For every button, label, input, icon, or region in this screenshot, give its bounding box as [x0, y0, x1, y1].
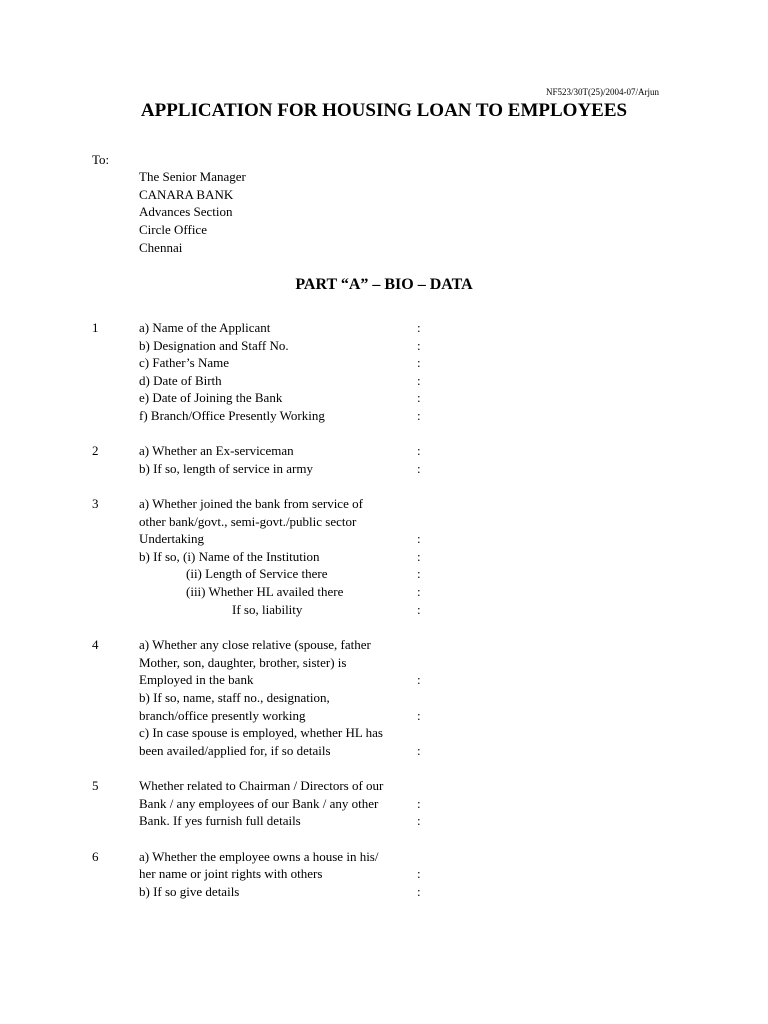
question-number: 6 [92, 849, 99, 864]
question-number: 3 [92, 496, 99, 511]
answer-colon: : [417, 602, 421, 617]
question-line: c) Father’s Name [139, 355, 230, 370]
question-line: b) If so give details [139, 884, 240, 899]
answer-colon: : [417, 355, 421, 370]
question-line: a) Whether joined the bank from service of [139, 496, 363, 511]
document-title: APPLICATION FOR HOUSING LOAN TO EMPLOYEES [140, 100, 628, 121]
question-line: Bank / any employees of our Bank / any other [139, 796, 379, 811]
question-line: c) In case spouse is employed, whether HL has [139, 725, 383, 740]
question-number: 4 [92, 637, 99, 652]
to-label: To: [92, 152, 110, 167]
question-line: other bank/govt., semi-govt./public sector [139, 514, 357, 529]
question-line: Whether related to Chairman / Directors of our [139, 778, 384, 793]
answer-colon: : [417, 884, 421, 899]
answer-colon: : [417, 743, 421, 758]
address-line: Chennai [139, 240, 183, 255]
answer-colon: : [417, 813, 421, 828]
question-line: a) Whether the employee owns a house in his/ [139, 849, 379, 864]
answer-colon: : [417, 708, 421, 723]
question-line: Bank. If yes furnish full details [139, 813, 301, 828]
question-line: Mother, son, daughter, brother, sister) is [139, 655, 347, 670]
answer-colon: : [417, 796, 421, 811]
question-number: 1 [92, 320, 99, 335]
question-line: If so, liability [232, 602, 303, 617]
address-line: CANARA BANK [139, 187, 234, 202]
question-line: branch/office presently working [139, 708, 306, 723]
question-number: 2 [92, 443, 99, 458]
answer-colon: : [417, 338, 421, 353]
address-line: Circle Office [139, 222, 207, 237]
part-heading: PART “A” – BIO – DATA [295, 276, 473, 293]
question-line: (ii) Length of Service there [186, 566, 328, 581]
answer-colon: : [417, 390, 421, 405]
question-line: b) If so, length of service in army [139, 461, 314, 476]
answer-colon: : [417, 320, 421, 335]
question-line: b) If so, name, staff no., designation, [139, 690, 330, 705]
answer-colon: : [417, 461, 421, 476]
question-line: her name or joint rights with others [139, 866, 323, 881]
answer-colon: : [417, 566, 421, 581]
question-line: b) If so, (i) Name of the Institution [139, 549, 320, 564]
question-line: f) Branch/Office Presently Working [139, 408, 325, 423]
address-line: Advances Section [139, 204, 233, 219]
question-line: been availed/applied for, if so details [139, 743, 331, 758]
answer-colon: : [417, 408, 421, 423]
question-line: b) Designation and Staff No. [139, 338, 289, 353]
answer-colon: : [417, 866, 421, 881]
address-line: The Senior Manager [139, 169, 246, 184]
question-line: a) Whether any close relative (spouse, father [139, 637, 371, 652]
answer-colon: : [417, 531, 421, 546]
question-line: a) Whether an Ex-serviceman [139, 443, 294, 458]
answer-colon: : [417, 584, 421, 599]
question-line: (iii) Whether HL availed there [186, 584, 344, 599]
answer-colon: : [417, 672, 421, 687]
answer-colon: : [417, 549, 421, 564]
question-line: d) Date of Birth [139, 373, 222, 388]
question-line: Employed in the bank [139, 672, 254, 687]
question-number: 5 [92, 778, 99, 793]
answer-colon: : [417, 443, 421, 458]
question-line: Undertaking [139, 531, 204, 546]
reference-number: NF523/30T(25)/2004-07/Arjun [546, 87, 659, 97]
answer-colon: : [417, 373, 421, 388]
question-line: e) Date of Joining the Bank [139, 390, 283, 405]
question-line: a) Name of the Applicant [139, 320, 271, 335]
